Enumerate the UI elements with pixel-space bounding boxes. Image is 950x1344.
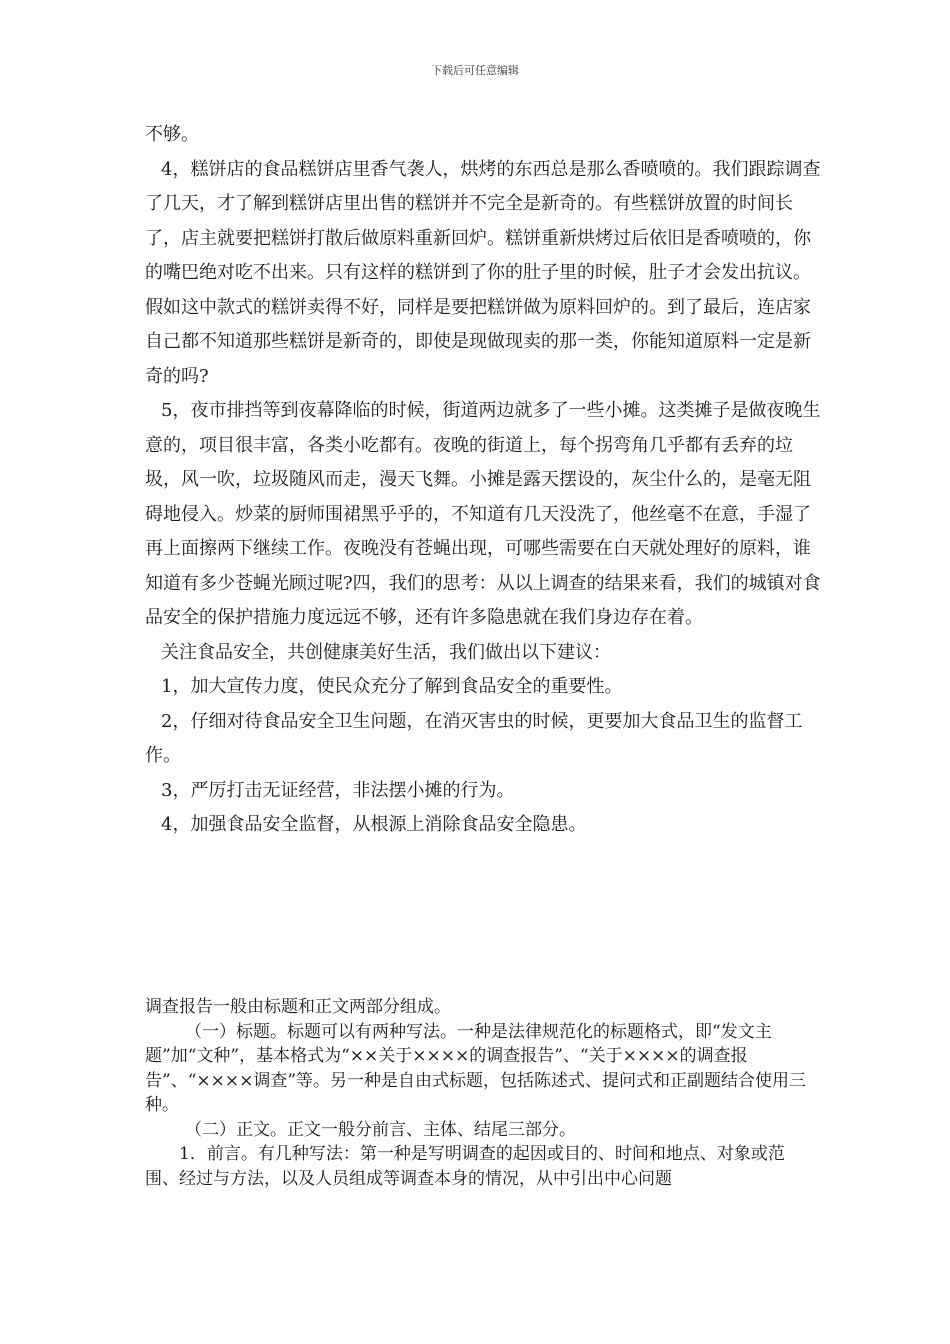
- guide-body-paragraph: （二）正文。正文一般分前言、主体、结尾三部分。: [185, 1119, 576, 1140]
- guide-intro: 调查报告一般由标题和正文两部分组成。: [145, 997, 451, 1017]
- page-header: 下载后可任意编辑: [431, 64, 519, 77]
- paragraph: 4，糕饼店的食品糕饼店里香气袭人，烘烤的东西总是那么香喷喷的。我们跟踪调查了几天，才了解到糕饼店里出售的糕饼并不完全是新奇的。有些糕饼放置的时间长了，店主就要把糕饼打散后做原料重新回炉。糕饼重新烘烤过后依旧是香喷喷的，你的嘴巴绝对吃不出来。只有这样的糕饼到了你的肚子里的时候，肚子才会发出抗议。假如这中款式的糕饼卖得不好，同样是要把糕饼做为原料回炉的。到了最后，连店家自己都不知道那些糕饼是新奇的，即使是现做现卖的那一类，你能知道原料一定是新奇的吗?: [145, 158, 821, 387]
- suggestion-item: 4，加强食品安全监督，从根源上消除食品安全隐患。: [161, 814, 587, 835]
- guide-title-paragraph: （一）标题。标题可以有两种写法。一种是法律规范化的标题格式，即“发文主题”加“文种”，基本格式为“××关于××××的调查报告”、“关于××××的调查报告”、“××××调查”等。另一种是自由式标题，包括陈述式、提问式和正副题结合使用三种。: [145, 1021, 807, 1115]
- suggestion-item: 3，严厉打击无证经营，非法摆小摊的行为。: [161, 779, 515, 801]
- paragraph: 5，夜市排挡等到夜幕降临的时候，街道两边就多了一些小摊。这类摊子是做夜晚生意的，项目很丰富，各类小吃都有。夜晚的街道上，每个拐弯角几乎都有丢弃的垃圾，风一吹，垃圾随风而走，漫天飞舞。小摊是露天摆设的，灰尘什么的，是毫无阻碍地侵入。炒菜的厨师围裙黑乎乎的，不知道有几天没洗了，他丝毫不在意，手湿了再上面擦两下继续工作。夜晚没有苍蝇出现，可哪些需要在白天就处理好的原料，谁知道有多少苍蝇光顾过呢?四，我们的思考：从以上调查的结果来看，我们的城镇对食品安全的保护措施力度远远不够，还有许多隐患就在我们身边存在着。: [145, 400, 821, 628]
- report-guide: [145, 995, 813, 1191]
- suggestion-item: 1，加大宣传力度，使民众充分了解到食品安全的重要性。: [161, 676, 623, 697]
- paragraph: 不够。: [145, 124, 199, 145]
- report-body: [145, 118, 825, 843]
- paragraph: 关注食品安全，共创健康美好生活，我们做出以下建议：: [161, 641, 611, 663]
- suggestion-item: 2，仔细对待食品安全卫生问题，在消灭害虫的时候，更要加大食品卫生的监督工作。: [145, 710, 803, 766]
- guide-preface-paragraph: 1．前言。有几种写法：第一种是写明调查的起因或目的、时间和地点、对象或范围、经过与方法，以及人员组成等调查本身的情况，从中引出中心问题: [145, 1144, 785, 1189]
